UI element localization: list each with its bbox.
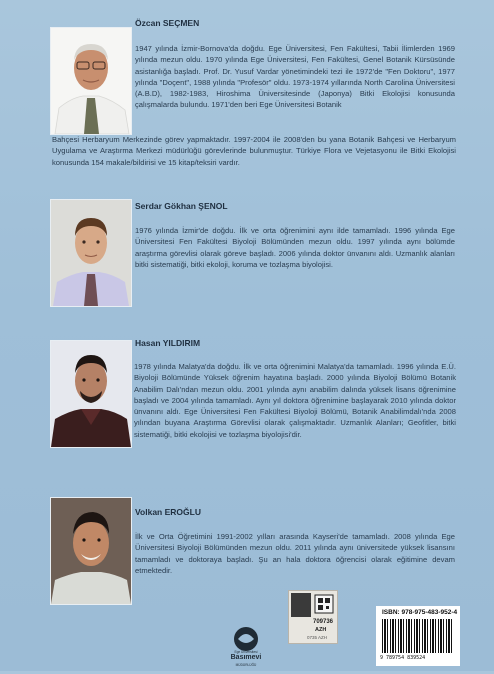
- author-name: Serdar Gökhan ŞENOL: [135, 201, 228, 211]
- author-bio-text: 1976 yılında İzmir'de doğdu. İlk ve orta öğrenimini aynı ilde tamamladı. 1996 yılında Ege Üniversitesi Fen Fakültesi Biyoloji Bölümünden mezun oldu. 1997 yılında aynı bölümde araştırma görevlisi olarak göreve başladı. 2006 yılında doktor ünvanını aldı. Uzmanlık alanları bitki sistematiği, bitki ekoloji, koruma ve tozlaşma biyolojisi.: [135, 226, 455, 269]
- isbn-barcode: [376, 606, 460, 666]
- library-stamp: [288, 590, 338, 644]
- author-photo-2: [50, 199, 132, 307]
- author-bio-text: 1978 yılında Malatya'da doğdu. İlk ve orta öğrenimini Malatya'da tamamladı. 1996 yılında E.Ü. Biyoloji Bölümünde Yüksek öğrenim hayatına başladı. 2000 yılında Biyoloji Bölümü Botanik Anabilim Dalı'ndan mezun oldu. 2001 yılında aynı anabilim dalında yüksek lisans öğrenimine başladı ve 2004 yılında tamamladı. Aynı yıl doktora öğrenimine başlayarak 2010 yılında doktor ünvanını aldı. Ege Üniversitesi Fen Fakültesi Biyoloji Bölümü, Botanik Anabilimdalı'nda 2008 yılından buyana Araştırma Görevlisi olarak çalışmaktadır. Uzmanlık Alanları; Geofitler, bitki sistematiği, bitki ekolojisi ve tozlaşma biyolojisi'dir.: [134, 362, 456, 439]
- publisher-sub2: MÜDÜRLÜĞÜ: [235, 663, 257, 667]
- stamp-code: 709736: [313, 619, 334, 625]
- stamp-label: AZH: [315, 627, 327, 633]
- author-bio-text: İlk ve Orta Öğretimini 1991-2002 yılları arasında Kayseri'de tamamladı. 2008 yılında Ege Üniversitesi Biyoloji Bölümünden mezun oldu. 2011 yılında aynı üniversitede yüksek lisansını tamamladı ve doktoraya başladı. Şu an hala doktora öğrencisi olarak eğitimine devam etmektedir.: [135, 532, 455, 575]
- author-photo-4: [50, 497, 132, 605]
- author-bio-text-continued: Bahçesi Herbaryum Merkezinde görev yapmaktadır. 1997-2004 ile 2008'den bu yana Botanik Bahçesi ve Herbaryum Uygulama ve Araştırma Merkezi müdürlüğü görevlerinde bulunmuştur. Türkiye Flora ve Vejetasyonu ile Bitki Ekolojisi konusunda 154 makale/bildirisi ve 15 kitap/teksiri vardır.: [52, 135, 456, 167]
- publisher-logo: [222, 625, 270, 669]
- author-name: Özcan SEÇMEN: [135, 18, 200, 28]
- stamp-small: 0735 AZH: [307, 635, 328, 640]
- author-bio-text: 1947 yılında İzmir-Bornova'da doğdu. Ege Üniversitesi, Fen Fakültesi, Tabii İlimlerden 1969 yılında mezun oldu. 1970 yılında Ege Üniversitesi, Fen Fakültesi, Genel Botanik Kürsüsünde asistanlığa başladı. Prof. Dr. Yusuf Vardar yönetimindeki tezi ile 1972'de "Fen Doktoru", 1977 yılında "Doçent", 1988 yılında "Profesör" oldu. 1973-1974 yıllarında North Carolina Üniversitesi (A.B.D), 1982-1983, Hiroshima Üniversitesinde (Japonya) Bitki Ekolojisi konusunda çalışmalarda bulundu. 1971'den beri Ege Üniversitesi Botanik: [135, 44, 455, 110]
- publisher-name: Basımevi: [230, 654, 262, 661]
- publisher-sub: Ege Üniversitesi: [234, 650, 258, 654]
- author-name: Volkan EROĞLU: [135, 507, 201, 517]
- barcode-bars: [382, 619, 454, 653]
- barcode-digits: 9 789754 839524: [380, 655, 426, 661]
- author-photo-3: [50, 340, 132, 448]
- author-name: Hasan YILDIRIM: [135, 338, 201, 348]
- author-photo-1: [50, 27, 132, 135]
- isbn-number: ISBN: 978-975-483-952-4: [382, 609, 458, 616]
